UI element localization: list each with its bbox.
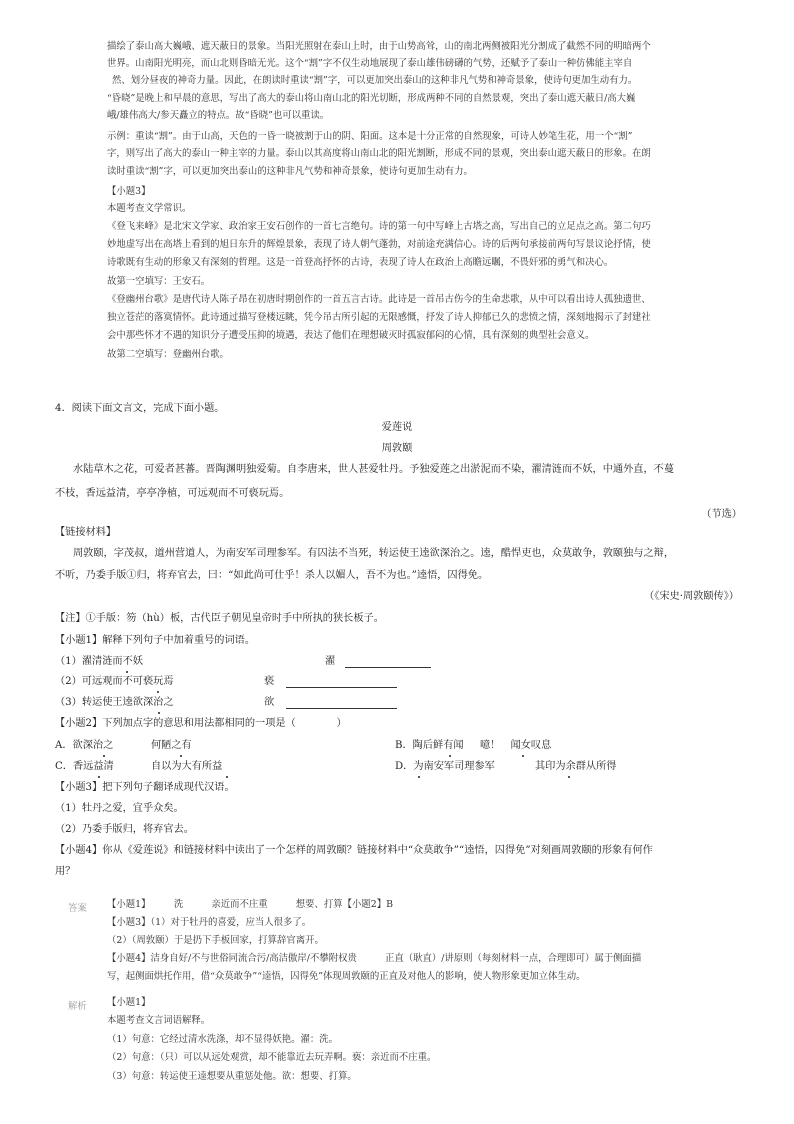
- target-word: 濯: [325, 656, 336, 667]
- target-word: 亵: [264, 676, 275, 687]
- subquestion-3-item: （2）乃委手版归，将弃官去。: [55, 824, 194, 835]
- option-d[interactable]: D．为南安军司理参军: [395, 761, 495, 772]
- link-material-title: 【链接材料】: [55, 527, 117, 538]
- analysis-label: 解析: [68, 1001, 87, 1012]
- subquestion-4-prompt: 【小题4】你从《爱莲说》和链接材料中读出了一个怎样的周敦颐？链接材料中“众莫敢争”“逵悟，囚得免”对刻画周敦颐的形象有何作: [55, 845, 653, 856]
- text-line: 世界。山南阳光明亮，而山北则昏暗无光。这个“割”字不仅生动地展现了泰山雄伟磅礴的气势，还赋予了泰山一种仿佛能主宰自: [107, 58, 633, 69]
- answer-line: （2）（周敦颐）于是扔下手板回家，打算辞官离开。: [107, 935, 324, 946]
- passage-note: （节选）: [701, 509, 742, 520]
- emphasis-dot: [522, 755, 524, 757]
- subquestion-1-item: （1）濯清涟而不妖: [55, 656, 143, 667]
- option-a[interactable]: A．欲深治之: [55, 740, 114, 751]
- emphasis-dot: [180, 755, 182, 757]
- answer-line: 【小题3】（1）对于牡丹的喜爱，应当人很多了。: [107, 917, 312, 928]
- text-line: 本题考查文学常识。: [107, 203, 192, 214]
- target-word: 欲: [264, 697, 275, 708]
- passage-title: 爱莲说: [381, 422, 413, 433]
- text-line: 描绘了泰山高大巍峨、遮天蔽日的景象。当阳光照射在泰山上时，由于山势高耸，山的南北两侧被阳光分割成了截然不同的明暗两个: [107, 41, 651, 52]
- annotation-note: 【注】①手版：笏（hù）板，古代臣子朝见皇帝时手中所执的狭长板子。: [55, 613, 384, 624]
- subquestion-1-item: （2）可远观而不可亵玩焉: [55, 676, 174, 687]
- passage-author: 周敦颐: [381, 443, 413, 454]
- subquestion-1-prompt: 【小题1】解释下列句子中加着重号的词语。: [55, 635, 256, 646]
- answer-blank[interactable]: [345, 667, 431, 668]
- option-d-compare: 其印为余群从所得: [535, 761, 617, 772]
- text-line: 然、划分昼夜的神奇力量。因此，在朗读时重读“割”字，可以更加突出泰山的这种非凡气势和神奇景象，使诗句更加生动有力。: [112, 75, 638, 86]
- passage-line: 不枝，香远益清，亭亭净植，可远观而不可亵玩焉。: [55, 488, 290, 499]
- emphasis-dot: [157, 691, 159, 693]
- answer-blank[interactable]: [286, 687, 397, 688]
- analysis-line: 本题考查文言词语解释。: [107, 1015, 211, 1026]
- analysis-line: 【小题1】: [107, 997, 151, 1008]
- text-line: “昏晓”是晚上和早晨的意思，写出了高大的泰山将山南山北的阳光切断，形成两种不同的自然景观，突出了泰山遮天蔽日/高大巍: [107, 93, 636, 104]
- emphasis-dot: [568, 776, 570, 778]
- emphasis-dot: [158, 712, 160, 714]
- emphasis-dot: [98, 776, 100, 778]
- text-line: 《登幽州台歌》是唐代诗人陈子昂在初唐时期创作的一首五言古诗。此诗是一首吊古伤今的生命悲歌，从中可以看出诗人孤独遗世、: [107, 294, 651, 305]
- emphasis-dot: [418, 776, 420, 778]
- text-line: 会中那些怀才不遇的知识分子遭受压抑的境遇，表达了他们在理想破灭时孤寂郁闷的心情，具有深刻的典型社会意义。: [107, 330, 595, 341]
- option-c[interactable]: C．香远益清: [55, 761, 114, 772]
- answer-line: 【小题4】洁身自好/不与世俗同流合污/高洁傲岸/不攀附权贵 正直（耿直）/讲原则（每刻材料一点，合理即可）属于侧面描: [107, 953, 642, 964]
- option-b[interactable]: B．陶后鲜有闻: [395, 740, 464, 751]
- link-material-source: （《宋史·周敦颐传》）: [644, 591, 739, 602]
- text-line: 示例：重读“割”。由于山高，天色的一昏一晓被割于山的阴、阳面。这本是十分正常的自然现象，可诗人妙笔生花，用一个“割”: [107, 131, 633, 142]
- link-material-line: 不听，乃委手版①归，将弃官去，曰：“如此尚可仕乎！杀人以媚人，吾不为也。”逵悟，囚得免。: [55, 570, 489, 581]
- passage-line: 水陆草木之花，可爱者甚蕃。晋陶渊明独爱菊。自李唐来，世人甚爱牡丹。予独爱莲之出淤泥而不染，濯清涟而不妖，中通外直，不蔓: [73, 464, 675, 475]
- emphasis-dot: [103, 755, 105, 757]
- analysis-line: （2）句意：（只）可以从远处观赏，却不能靠近去玩弄啊。亵：亲近而不庄重。: [107, 1052, 437, 1063]
- question-intro: 4．阅读下面文言文，完成下面小题。: [55, 403, 225, 414]
- answer-blank[interactable]: [286, 708, 397, 709]
- text-line: 峨/雄伟高大/参天矗立的特点。故“昏晓”也可以重读。: [107, 110, 330, 121]
- subquestion-3-prompt: 【小题3】把下列句子翻译成现代汉语。: [55, 782, 235, 793]
- emphasis-dot: [226, 776, 228, 778]
- emphasis-dot: [126, 671, 128, 673]
- option-b-compare: 噫！ 闻女叹息: [480, 740, 552, 751]
- text-line: 故第二空填写：登幽州台歌。: [107, 349, 229, 360]
- emphasis-dot: [449, 755, 451, 757]
- subquestion-1-item: （3）转运使王逵欲深治之: [55, 697, 174, 708]
- option-a-compare: 何陋之有: [151, 740, 192, 751]
- analysis-line: （3）句意：转运使王逵想要从重惩处他。欲：想要、打算。: [107, 1071, 357, 1082]
- subquestion-3-item: （1）牡丹之爱，宜乎众矣。: [55, 803, 184, 814]
- text-line: 诗歌既有生动的形象又有深刻的哲理。这是一首登高抒怀的古诗，表现了诗人在政治上高瞻远瞩，不畏奸邪的勇气和决心。: [107, 257, 614, 268]
- subquestion-2-prompt: 【小题2】下列加点字的意思和用法都相同的一项是（ ）: [55, 718, 347, 729]
- text-line: 独立苍茫的落寞情怀。此诗通过描写登楼远眺，凭今吊古所引起的无限感慨，抒发了诗人抑郁已久的悲愤之情，深刻地揭示了封建社: [107, 312, 651, 323]
- text-line: 读时重读“割”字，可以更加突出泰山的这种非凡气势和神奇景象，使诗句更加生动有力。: [107, 166, 473, 177]
- answer-line: 写，起侧面烘托作用，借“众莫敢争”“逵悟，囚得免”体现周敦颐的正直及对他人的影响，使人物形象更加立体生动。: [107, 971, 586, 982]
- subquestion-4-prompt: 用？: [55, 866, 76, 877]
- answer-label: 答案: [68, 903, 87, 914]
- answer-line: 【小题1】 洗 亲近而不庄重 想要、打算【小题2】B: [107, 899, 394, 910]
- text-line: 《登飞来峰》是北宋文学家、政治家王安石创作的一首七言绝句。诗的第一句中写峰上古塔之高，写出自己的立足点之高。第二句巧: [107, 221, 651, 232]
- text-line: 妙地虚写出在高塔上看到的旭日东升的辉煌景象，表现了诗人朝气蓬勃，对前途充满信心。诗的后两句承接前两句写景议论抒情，使: [107, 239, 651, 250]
- option-c-compare: 自以为大有所益: [151, 761, 223, 772]
- text-line: 故第一空填写：王安石。: [107, 276, 211, 287]
- subquestion-label: 【小题3】: [107, 186, 151, 197]
- text-line: 字，则写出了高大的泰山一种主宰的力量。泰山以其高度将山南山北的阳光割断，形成不同的景观，突出泰山遮天蔽日的形象。在朗: [107, 148, 651, 159]
- analysis-line: （1）句意：它经过清水洗涤，却不显得妖艳。濯：洗。: [107, 1034, 338, 1045]
- link-material-line: 周敦颐，字茂叔，道州营道人，为南安军司理参军。有囚法不当死，转运使王逵欲深治之。逵，酷悍吏也，众莫敢争，敦颐独与之辩，: [73, 548, 675, 559]
